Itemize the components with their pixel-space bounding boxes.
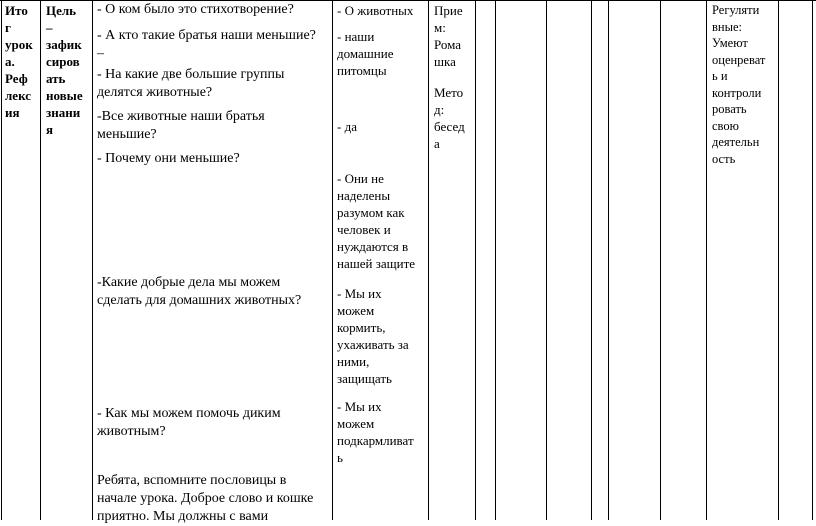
col-line-13: [812, 0, 813, 520]
col-line-12: [778, 0, 779, 520]
question-3: - На какие две большие группы делятся животные?: [97, 67, 285, 100]
col-line-9: [608, 0, 609, 520]
col-line-8: [591, 0, 592, 520]
answer-1: - О животных: [337, 3, 414, 18]
col-line-2: [92, 0, 93, 520]
method-text: Мето д: бесед а: [434, 85, 465, 151]
col-line-4: [428, 0, 429, 520]
stage-cell-text: Ито г урок а. Реф лекс ия: [5, 3, 33, 120]
col-line-11: [706, 0, 707, 520]
question-4: -Все животные наши братья меньшие?: [97, 109, 265, 142]
question-2: - А кто такие братья наши меньшие? –: [97, 28, 316, 61]
answer-4: - Они не наделены разумом как человек и нуждаются в нашей защите: [337, 171, 416, 271]
question-6: -Какие добрые дела мы можем сделать для домашних животных?: [97, 275, 302, 308]
question-8: Ребята, вспомните пословицы в начале урока. Доброе слово и кошке приятно. Мы должны с вами: [97, 473, 314, 524]
question-5: - Почему они меньшие?: [97, 151, 240, 166]
question-1: - О ком было это стихотворение?: [97, 2, 294, 17]
question-7: - Как мы можем помочь диким животным?: [97, 406, 281, 439]
col-line-0: [1, 0, 2, 520]
col-line-6: [495, 0, 496, 520]
col-line-7: [546, 0, 547, 520]
answer-6: - Мы их можем подкармливат ь: [337, 399, 414, 465]
answer-5: - Мы их можем кормить, ухаживать за ними, защищать: [337, 286, 409, 386]
col-line-10: [660, 0, 661, 520]
col-line-5: [475, 0, 476, 520]
answer-3: - да: [337, 119, 357, 134]
uud-text: Регуляти вные: Умеют оценреват ь и контроли ровать свою деятельн ость: [712, 3, 766, 166]
technique-text: Прие м: Рома шка: [434, 3, 463, 69]
answer-2: - наши домашние питомцы: [337, 29, 394, 78]
col-line-3: [332, 0, 333, 520]
goal-cell-text: Цель – зафик сиров ать новые знани я: [46, 3, 83, 137]
col-line-1: [40, 0, 41, 520]
